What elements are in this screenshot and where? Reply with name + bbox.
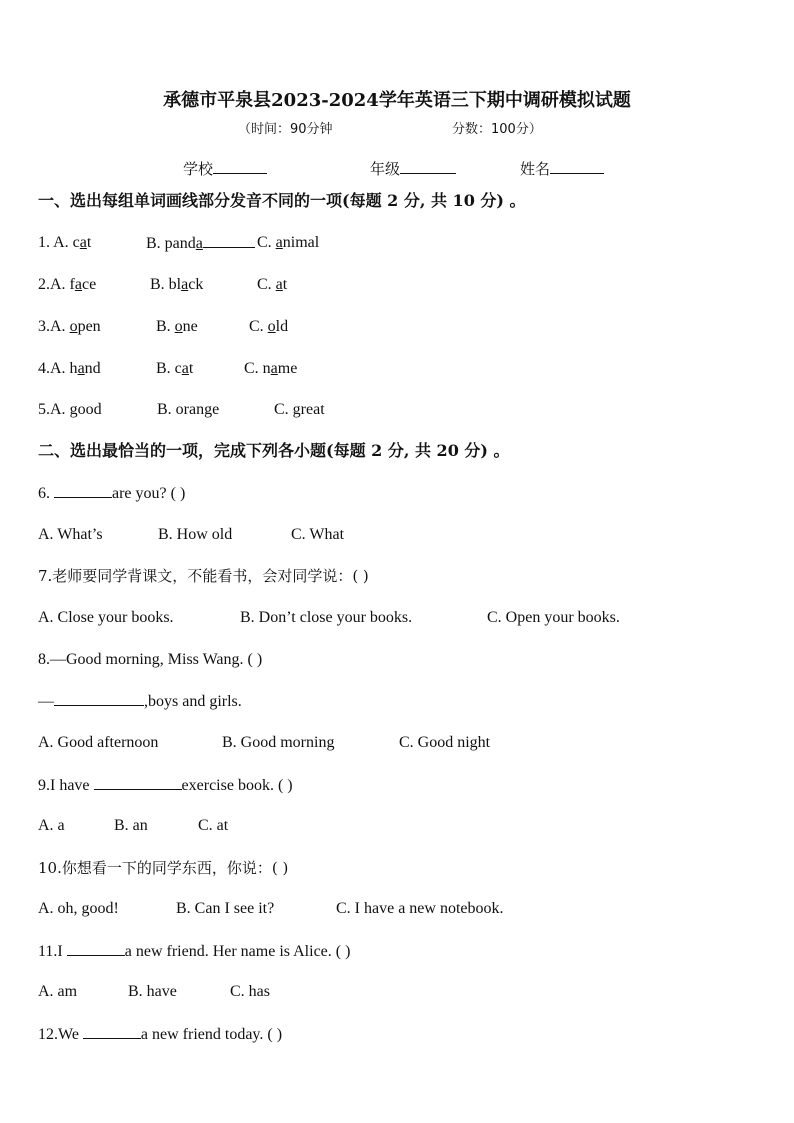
name-field: 姓名 — [520, 158, 604, 179]
exam-time: （时间：90分钟 — [238, 122, 333, 137]
school-field: 学校 — [183, 158, 267, 179]
question-11: 11.I a new friend. Her name is Alice. ( ) — [38, 943, 351, 960]
question-4: 4.A. hand B. cat C. name — [38, 360, 298, 377]
question-9: 9.I have exercise book. ( ) — [38, 777, 293, 794]
question-11-options: A. am B. have C. has — [38, 983, 270, 1000]
question-5: 5.A. good B. orange C. great — [38, 401, 325, 418]
page-title: 承德市平泉县2023-2024学年英语三下期中调研模拟试题 — [163, 90, 631, 111]
question-6: 6. are you? ( ) — [38, 485, 186, 502]
grade-blank — [400, 159, 456, 174]
question-2: 2.A. face B. black C. at — [38, 276, 288, 293]
question-7: 7.老师要同学背课文，不能看书，会对同学说：( ) — [38, 567, 369, 585]
question-10: 10.你想看一下的同学东西，你说：( ) — [38, 859, 289, 877]
question-7-options: A. Close your books. B. Don’t close your books. C. Open your books. — [38, 609, 620, 626]
section2-heading: 二、选出最恰当的一项，完成下列各小题(每题 2 分, 共 20 分) 。 — [38, 441, 510, 460]
question-1: 1. A. cat B. panda C. animal — [38, 234, 320, 252]
question-9-options: A. a B. an C. at — [38, 817, 229, 834]
question-10-options: A. oh, good! B. Can I see it? C. I have a new notebook. — [38, 900, 504, 917]
question-6-options: A. What’s B. How old C. What — [38, 526, 345, 543]
school-blank — [213, 159, 267, 174]
name-blank — [550, 159, 604, 174]
grade-field: 年级 — [370, 158, 456, 179]
question-8-options: A. Good afternoon B. Good morning C. Good night — [38, 734, 491, 751]
question-8: 8.—Good morning, Miss Wang. ( ) — [38, 651, 263, 668]
exam-score: 分数：100分） — [452, 122, 542, 137]
question-3: 3.A. open B. one C. old — [38, 318, 289, 335]
question-12: 12.We a new friend today. ( ) — [38, 1026, 283, 1043]
question-8-reply: — ,boys and girls. — [38, 693, 242, 710]
section1-heading: 一、选出每组单词画线部分发音不同的一项(每题 2 分, 共 10 分) 。 — [38, 191, 526, 210]
